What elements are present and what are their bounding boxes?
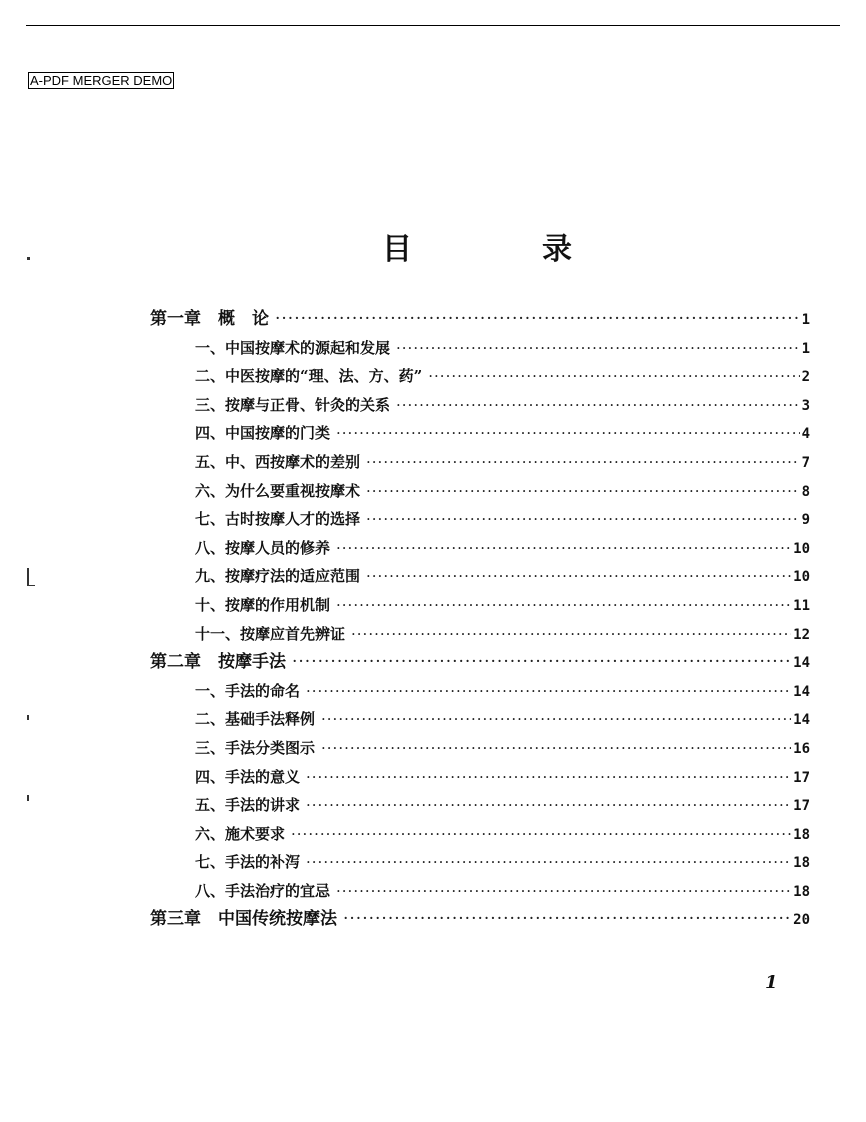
dot-leader	[336, 877, 791, 906]
toc-entry-label: 四、手法的意义	[195, 767, 301, 786]
dot-leader	[336, 534, 791, 563]
toc-entry-page: 9	[801, 512, 810, 529]
toc-entry-label: 一、中国按摩术的源起和发展	[195, 338, 391, 357]
toc-entry-label: 第一章 概 论	[150, 309, 269, 329]
dot-leader	[306, 848, 791, 877]
toc-entry-label: 五、中、西按摩术的差别	[195, 452, 361, 471]
toc-entry[interactable]	[150, 763, 810, 792]
toc-entry[interactable]	[150, 591, 810, 620]
dot-leader	[366, 477, 800, 506]
toc-entry-page: 2	[801, 369, 810, 386]
toc-entry-page: 12	[793, 626, 810, 643]
toc-entry[interactable]	[150, 334, 810, 363]
toc-entry-page: 1	[801, 340, 810, 357]
toc-entry[interactable]	[150, 877, 810, 906]
toc-entry-page: 1	[801, 312, 810, 328]
page-number: 1	[765, 972, 778, 993]
toc-entry-page: 14	[793, 683, 810, 700]
toc-entry-label: 七、手法的补泻	[195, 853, 301, 872]
toc-entry-page: 10	[793, 540, 810, 557]
toc-entry-page: 7	[801, 454, 810, 471]
toc-entry[interactable]	[150, 362, 810, 391]
scan-speck	[27, 585, 35, 586]
toc-entry-page: 4	[801, 426, 810, 443]
toc-entry-page: 17	[793, 769, 810, 786]
toc-entry-page: 3	[801, 397, 810, 414]
toc-entry-label: 八、按摩人员的修养	[195, 538, 331, 557]
toc-entry-page: 17	[793, 798, 810, 815]
toc-entry-page: 16	[793, 740, 810, 757]
toc-entry-page: 10	[793, 569, 810, 586]
toc-entry-page: 18	[793, 883, 810, 900]
toc-entry-label: 十、按摩的作用机制	[195, 595, 331, 614]
toc-entry-page: 11	[793, 597, 810, 614]
toc-entry-page: 18	[793, 855, 810, 872]
dot-leader	[366, 448, 800, 477]
toc-entry-label: 一、手法的命名	[195, 681, 301, 700]
toc-entry-page: 8	[801, 483, 810, 500]
dot-leader	[366, 562, 791, 591]
toc-entry-label: 四、中国按摩的门类	[195, 424, 331, 443]
dot-leader	[306, 791, 791, 820]
dot-leader	[321, 705, 791, 734]
toc-entry[interactable]	[150, 648, 810, 677]
scan-speck	[27, 795, 29, 801]
dot-leader	[292, 648, 791, 677]
dot-leader	[306, 677, 791, 706]
toc-entry-label: 八、手法治疗的宜忌	[195, 881, 331, 900]
dot-leader	[343, 905, 791, 934]
toc-title	[382, 230, 572, 270]
toc-entry[interactable]	[150, 620, 810, 649]
toc-entry-label: 七、古时按摩人才的选择	[195, 510, 361, 529]
toc-entry-label: 第三章 中国传统按摩法	[150, 909, 337, 930]
toc-entry-label: 二、基础手法释例	[195, 710, 316, 729]
toc-entry[interactable]	[150, 820, 810, 849]
dot-leader	[366, 505, 800, 534]
toc-entry[interactable]	[150, 477, 810, 506]
toc-entry[interactable]	[150, 848, 810, 877]
dot-leader	[321, 734, 791, 763]
toc-entry[interactable]	[150, 734, 810, 763]
toc-entry[interactable]	[150, 534, 810, 563]
toc-entry-label: 十一、按摩应首先辨证	[195, 624, 346, 643]
toc-title-char-1: 目	[382, 232, 412, 267]
toc-entry-label: 五、手法的讲求	[195, 796, 301, 815]
toc-title-char-2: 录	[542, 232, 572, 267]
dot-leader	[275, 305, 800, 334]
toc-entry[interactable]	[150, 448, 810, 477]
toc-entry[interactable]	[150, 305, 810, 334]
toc-entry[interactable]	[150, 705, 810, 734]
scan-speck	[27, 568, 29, 586]
toc-entry-page: 18	[793, 826, 810, 843]
toc-entry-label: 三、手法分类图示	[195, 738, 316, 757]
dot-leader	[351, 620, 791, 649]
watermark-badge: A-PDF MERGER DEMO	[30, 73, 173, 88]
toc-entry[interactable]	[150, 791, 810, 820]
dot-leader	[291, 820, 791, 849]
dot-leader	[336, 419, 800, 448]
toc-entry[interactable]	[150, 677, 810, 706]
toc-entry-page: 20	[793, 912, 810, 929]
scan-speck	[27, 257, 30, 260]
toc-entry[interactable]	[150, 905, 810, 934]
dot-leader	[306, 763, 791, 792]
dot-leader	[428, 362, 799, 391]
toc-entry-label: 六、为什么要重视按摩术	[195, 481, 361, 500]
toc-entry[interactable]	[150, 419, 810, 448]
toc-entry-label: 三、按摩与正骨、针灸的关系	[195, 395, 391, 414]
toc-entry-label: 九、按摩疗法的适应范围	[195, 567, 361, 586]
top-rule	[26, 25, 840, 26]
dot-leader	[396, 334, 800, 363]
toc-entry-label: 六、施术要求	[195, 824, 286, 843]
toc-list	[150, 305, 810, 934]
toc-entry-label: 二、中医按摩的“理、法、方、药”	[195, 367, 423, 386]
toc-entry[interactable]	[150, 391, 810, 420]
toc-entry[interactable]	[150, 562, 810, 591]
scan-speck	[27, 715, 29, 720]
toc-entry-label: 第二章 按摩手法	[150, 652, 286, 673]
dot-leader	[396, 391, 800, 420]
toc-entry-page: 14	[793, 712, 810, 729]
toc-entry[interactable]	[150, 505, 810, 534]
toc-entry-page: 14	[793, 655, 810, 672]
dot-leader	[336, 591, 791, 620]
